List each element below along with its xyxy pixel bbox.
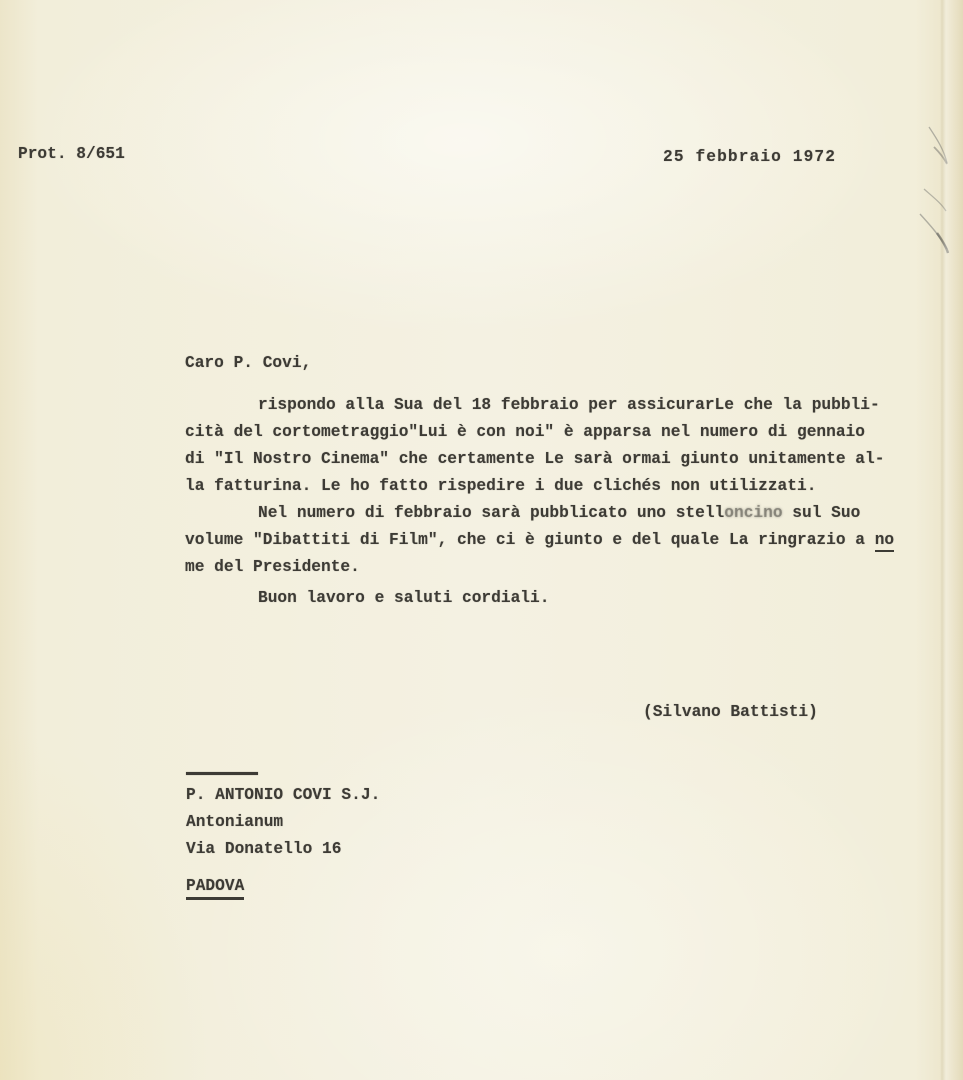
letter-line: di "Il Nostro Cinema" che certamente Le sarà ormai giunto unitamente al- — [185, 450, 885, 468]
paragraph-2 — [185, 500, 894, 581]
letter-line: me del Presidente. — [185, 558, 360, 576]
line-segment: sul Suo — [782, 504, 861, 522]
recipient-name: P. ANTONIO COVI S.J. — [186, 786, 381, 804]
letter-date: 25 febbraio 1972 — [663, 148, 837, 166]
closing-line: Buon lavoro e saluti cordiali. — [258, 589, 550, 607]
recipient-institution: Antonianum — [186, 813, 284, 831]
letter-line — [185, 527, 894, 554]
underlined-word-break: no — [875, 531, 894, 552]
salutation: Caro P. Covi, — [185, 354, 312, 372]
paragraph-1 — [185, 392, 884, 500]
recipient-address-block — [186, 772, 380, 900]
recipient-city: PADOVA — [186, 877, 244, 900]
letter-line: rispondo alla Sua del 18 febbraio per assicurarLe che la pubbli- — [258, 396, 880, 414]
typed-rule — [186, 772, 258, 775]
scan-edge-crease — [940, 0, 963, 1080]
letter-line: cità del cortometraggio"Lui è con noi" è apparsa nel numero di gennaio — [185, 423, 865, 441]
faded-ink-segment: oncino — [724, 504, 783, 522]
line-segment: Nel numero di febbraio sarà pubblicato uno stell — [258, 504, 725, 522]
letter-line — [185, 500, 894, 527]
protocol-number: Prot. 8/651 — [18, 145, 125, 163]
recipient-street: Via Donatello 16 — [186, 840, 342, 858]
line-segment: volume "Dibattiti di Film", che ci è giunto e del quale La ringrazio a — [185, 531, 875, 549]
letter-line: la fatturina. Le ho fatto rispedire i due clichés non utilizzati. — [185, 477, 817, 495]
signature: (Silvano Battisti) — [643, 703, 818, 721]
